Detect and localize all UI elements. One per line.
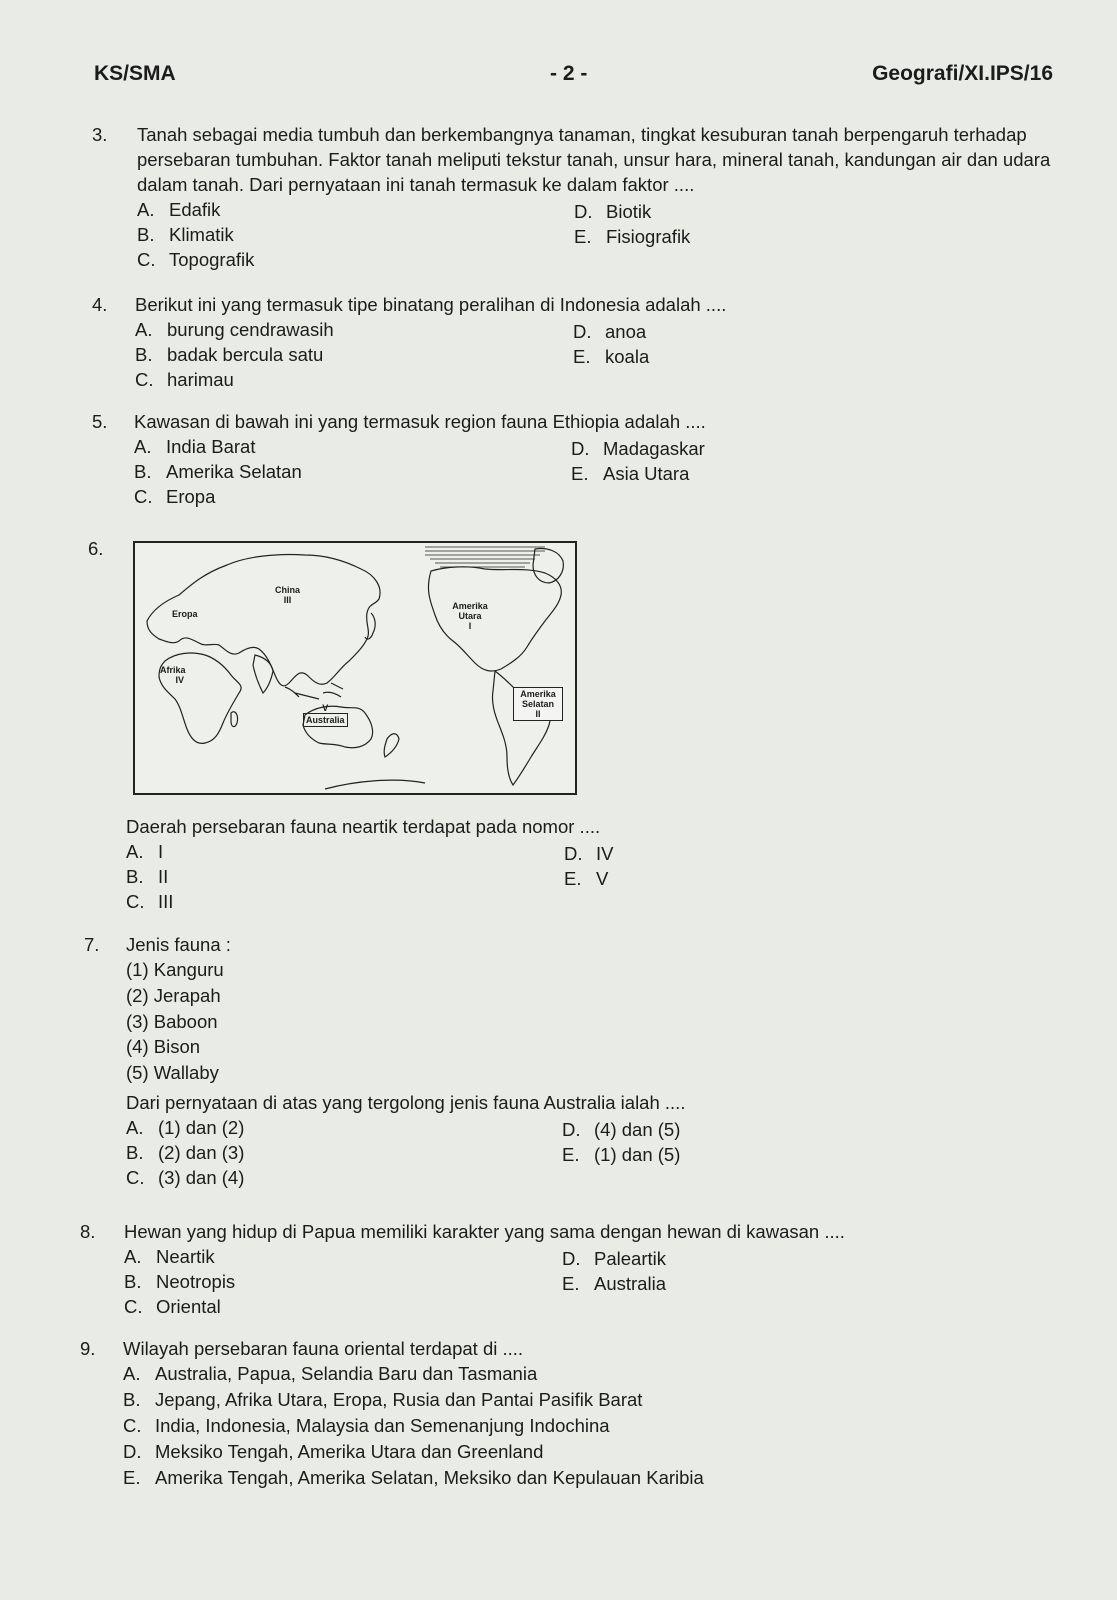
new-zealand-outline xyxy=(384,734,399,757)
question-number: 6. xyxy=(88,538,104,559)
world-fauna-map xyxy=(133,541,577,795)
question-4 xyxy=(92,292,1057,392)
indonesia-islands xyxy=(285,683,343,699)
question-stem: Kawasan di bawah ini yang termasuk region fauna Ethiopia adalah .... xyxy=(134,411,706,432)
option-c[interactable]: C. Eropa xyxy=(134,486,216,507)
option-a[interactable]: A. Edafik xyxy=(137,199,221,220)
option-e[interactable]: E. koala xyxy=(573,346,650,367)
option-a[interactable]: A. burung cendrawasih xyxy=(135,319,334,340)
question-stem: Wilayah persebaran fauna oriental terdapat di .... xyxy=(123,1338,524,1359)
option-e[interactable]: E. (1) dan (5) xyxy=(562,1143,681,1165)
label-eropa: Eropa xyxy=(172,609,198,619)
label-china: China III xyxy=(275,585,301,605)
world-map-outline xyxy=(135,543,575,793)
question-number: 8. xyxy=(80,1221,96,1242)
option-b[interactable]: B. Jepang, Afrika Utara, Eropa, Rusia dan Pantai Pasifik Barat xyxy=(123,1389,643,1410)
label-afrika: Afrika IV xyxy=(160,665,186,685)
question-3 xyxy=(92,122,1057,272)
option-a[interactable]: A. (1) dan (2) xyxy=(126,1116,245,1138)
question-number: 9. xyxy=(80,1338,96,1359)
label-amerika-utara: Amerika Utara I xyxy=(452,601,488,631)
option-b[interactable]: B. badak bercula satu xyxy=(135,344,324,365)
option-e[interactable]: E. Amerika Tengah, Amerika Selatan, Meksiko dan Kepulauan Karibia xyxy=(123,1467,704,1488)
option-d[interactable]: D. (4) dan (5) xyxy=(562,1118,681,1140)
option-e[interactable]: E. Australia xyxy=(562,1273,666,1294)
option-c[interactable]: C. India, Indonesia, Malaysia dan Semenanjung Indochina xyxy=(123,1415,610,1436)
question-stem: Berikut ini yang termasuk tipe binatang peralihan di Indonesia adalah .... xyxy=(135,294,727,315)
question-intro: Jenis fauna : xyxy=(126,934,231,955)
question-stem: Hewan yang hidup di Papua memiliki karakter yang sama dengan hewan di kawasan .... xyxy=(124,1221,845,1242)
label-amerika-selatan: Amerika Selatan II xyxy=(513,687,563,721)
label-australia: V Australia xyxy=(303,703,348,727)
option-a[interactable]: A. I xyxy=(126,841,164,862)
greenland-outline xyxy=(533,549,563,584)
question-7 xyxy=(84,932,1049,1202)
option-b[interactable]: B. Klimatik xyxy=(137,224,234,245)
question-8 xyxy=(80,1219,1045,1319)
question-stem: Daerah persebaran fauna neartik terdapat pada nomor .... xyxy=(126,816,601,837)
option-d[interactable]: D. Biotik xyxy=(574,201,652,222)
option-b[interactable]: B. II xyxy=(126,866,169,887)
option-c[interactable]: C. III xyxy=(126,891,174,912)
option-e[interactable]: E. Fisiografik xyxy=(574,226,691,247)
fauna-item: (2) Jerapah xyxy=(126,984,221,1006)
page-header xyxy=(94,62,1053,96)
question-stem: Dari pernyataan di atas yang tergolong jenis fauna Australia ialah .... xyxy=(126,1091,686,1113)
option-e[interactable]: E. V xyxy=(564,868,609,889)
question-5 xyxy=(92,409,1057,509)
fauna-item: (3) Baboon xyxy=(126,1010,218,1032)
question-number: 3. xyxy=(92,124,108,145)
india-outline xyxy=(253,655,273,693)
question-9 xyxy=(80,1336,1045,1496)
option-d[interactable]: D. Madagaskar xyxy=(571,438,705,459)
question-number: 5. xyxy=(92,411,108,432)
fauna-item: (5) Wallaby xyxy=(126,1062,219,1084)
option-c[interactable]: C. (3) dan (4) xyxy=(126,1166,245,1188)
header-subject-code: Geografi/XI.IPS/16 xyxy=(872,62,1053,85)
option-d[interactable]: D. IV xyxy=(564,843,614,864)
option-c[interactable]: C. harimau xyxy=(135,369,234,390)
option-a[interactable]: A. Neartik xyxy=(124,1246,215,1267)
fauna-item: (4) Bison xyxy=(126,1036,201,1058)
page-number: - 2 - xyxy=(550,62,588,85)
fauna-item: (1) Kanguru xyxy=(126,959,224,980)
option-a[interactable]: A. India Barat xyxy=(134,436,256,457)
question-6 xyxy=(126,814,1046,914)
question-6-number xyxy=(88,536,128,561)
madagascar-outline xyxy=(231,712,238,727)
question-number: 4. xyxy=(92,294,108,315)
option-b[interactable]: B. (2) dan (3) xyxy=(126,1141,245,1163)
option-b[interactable]: B. Amerika Selatan xyxy=(134,461,302,482)
option-c[interactable]: C. Oriental xyxy=(124,1296,221,1317)
option-c[interactable]: C. Topografik xyxy=(137,249,255,270)
option-d[interactable]: D. Meksiko Tengah, Amerika Utara dan Greenland xyxy=(123,1441,544,1462)
option-d[interactable]: D. anoa xyxy=(573,321,647,342)
option-b[interactable]: B. Neotropis xyxy=(124,1271,236,1292)
arctic-hatch xyxy=(425,547,545,567)
antarctica-hint xyxy=(325,780,425,789)
option-d[interactable]: D. Paleartik xyxy=(562,1248,666,1269)
header-school-code: KS/SMA xyxy=(94,62,176,85)
option-e[interactable]: E. Asia Utara xyxy=(571,463,690,484)
option-a[interactable]: A. Australia, Papua, Selandia Baru dan Tasmania xyxy=(123,1363,538,1384)
question-stem: Tanah sebagai media tumbuh dan berkembangnya tanaman, tingkat kesuburan tanah berpengaruh terhadap persebaran tumbuhan. Faktor tanah meliputi tekstur tanah, unsur hara, mineral tanah, kandungan air dan udara dalam tanah. Dari pernyataan ini tanah termasuk ke dalam faktor .... xyxy=(137,124,1051,195)
question-number: 7. xyxy=(84,934,100,955)
